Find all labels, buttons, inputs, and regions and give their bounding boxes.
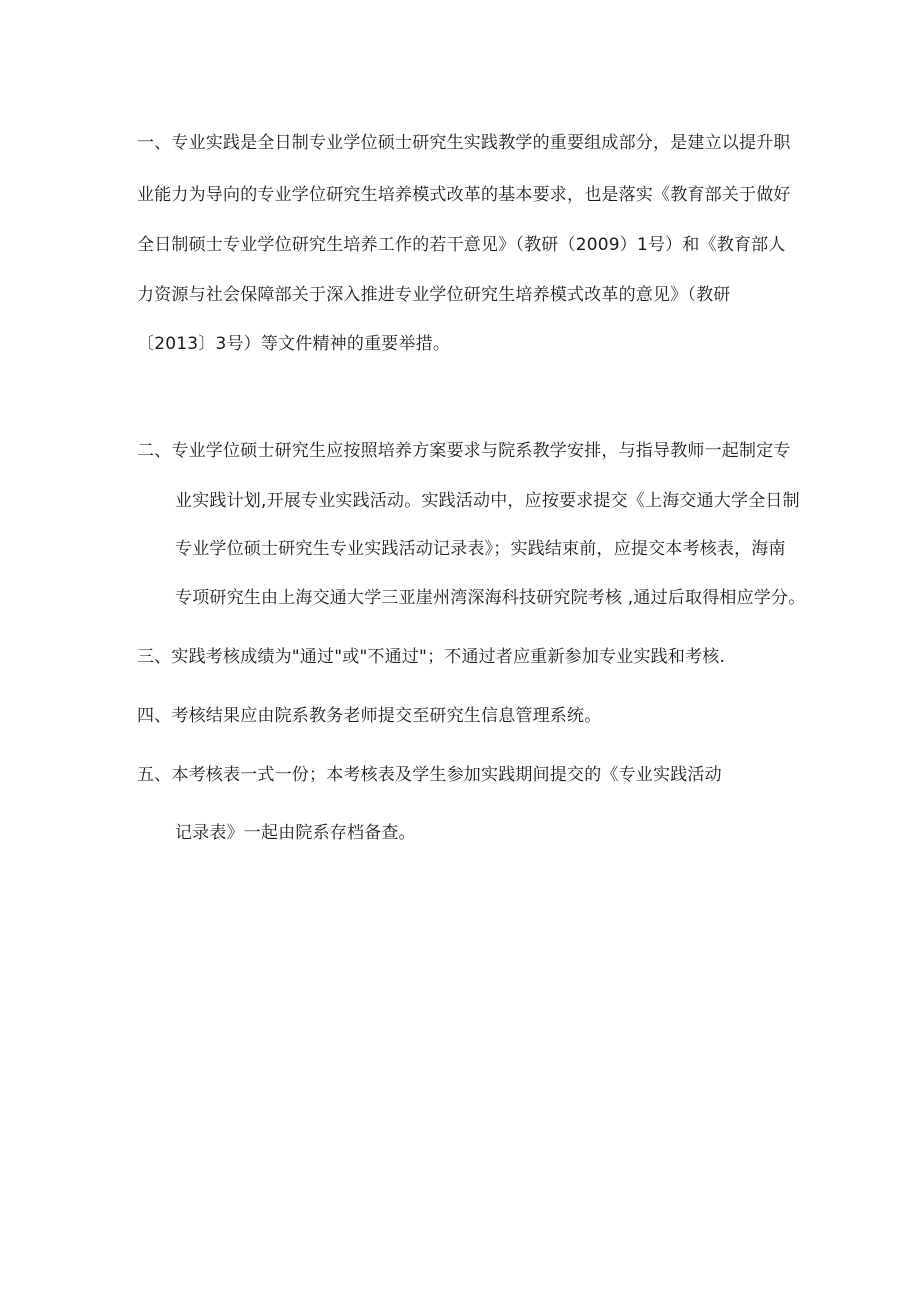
item-1-line-3: 全日制硕士专业学位研究生培养工作的若干意见》（教研（2009）1号）和《教育部人 xyxy=(137,235,786,255)
item-5-line-2: 记录表》一起由院系存档备查。 xyxy=(175,823,416,843)
item-2-line-2: 业实践计划,开展专业实践活动。实践活动中，应按要求提交《上海交通大学全日制 xyxy=(175,491,800,511)
item-1-line-2: 业能力为导向的专业学位研究生培养模式改革的基本要求，也是落实《教育部关于做好 xyxy=(137,185,791,205)
item-1-line-1: 一、专业实践是全日制专业学位硕士研究生实践教学的重要组成部分，是建立以提升职 xyxy=(137,133,791,153)
item-3-line-1: 三、实践考核成绩为"通过"或"不通过"；不通过者应重新参加专业实践和考核. xyxy=(137,647,726,667)
item-4-line-1: 四、考核结果应由院系教务老师提交至研究生信息管理系统。 xyxy=(137,706,602,726)
item-1-line-4: 力资源与社会保障部关于深入推进专业学位研究生培养模式改革的意见》（教研 xyxy=(137,285,731,305)
item-5-line-1: 五、本考核表一式一份；本考核表及学生参加实践期间提交的《专业实践活动 xyxy=(137,765,722,785)
item-2-line-1: 二、专业学位硕士研究生应按照培养方案要求与院系教学安排，与指导教师一起制定专 xyxy=(137,441,791,461)
item-1-line-5: 〔2013〕3号）等文件精神的重要举措。 xyxy=(137,334,451,354)
item-2-line-3: 专业学位硕士研究生专业实践活动记录表》；实践结束前，应提交本考核表，海南 xyxy=(175,539,786,559)
item-2-line-4: 专项研究生由上海交通大学三亚崖州湾深海科技研究院考核 ,通过后取得相应学分。 xyxy=(175,588,806,608)
